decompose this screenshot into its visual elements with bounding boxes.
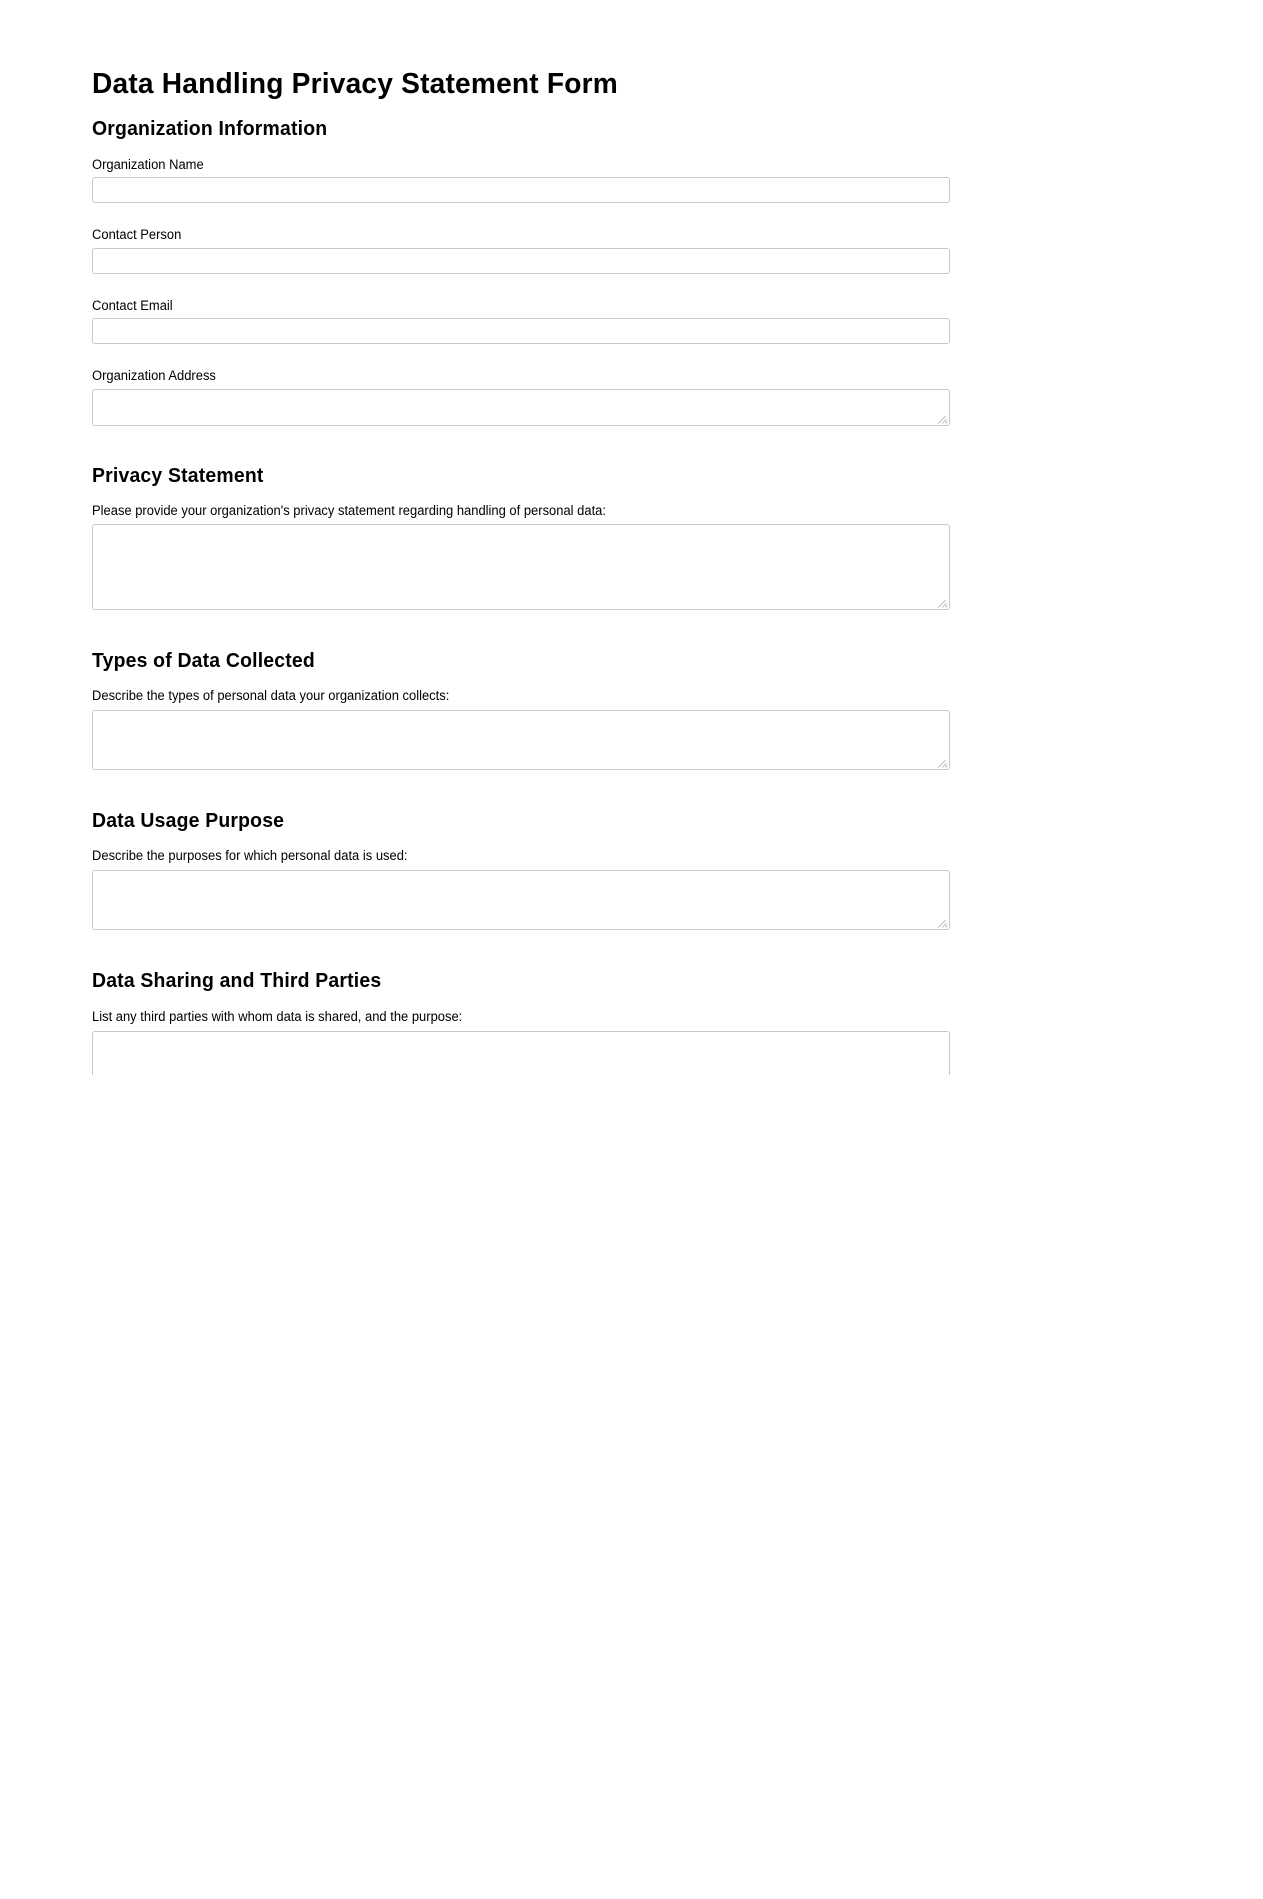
label-data-usage-text: Describe the purposes for which personal data is used: [92,848,408,863]
contact-person-input[interactable] [92,248,950,274]
organization-address-textarea[interactable] [92,389,950,426]
organization-name-input[interactable] [92,177,950,203]
label-organization-address: Organization Address [92,368,216,383]
label-organization-name: Organization Name [92,157,204,172]
label-contact-person: Contact Person [92,227,182,242]
privacy-statement-textarea[interactable] [92,524,950,610]
section-heading-data-usage-purpose: Data Usage Purpose [92,810,285,832]
label-contact-email: Contact Email [92,298,173,313]
section-heading-types-of-data-collected: Types of Data Collected [92,650,315,672]
page-title: Data Handling Privacy Statement Form [92,68,618,100]
section-heading-privacy-statement: Privacy Statement [92,465,264,487]
data-sharing-textarea[interactable] [92,1031,950,1075]
section-heading-data-sharing-third-parties: Data Sharing and Third Parties [92,970,382,992]
data-usage-textarea[interactable] [92,870,950,930]
types-of-data-textarea[interactable] [92,710,950,770]
contact-email-input[interactable] [92,318,950,344]
section-heading-organization-information: Organization Information [92,118,328,140]
label-types-of-data-text: Describe the types of personal data your organization collects: [92,688,450,703]
label-data-sharing-text: List any third parties with whom data is shared, and the purpose: [92,1009,463,1024]
label-privacy-statement-text: Please provide your organization's privacy statement regarding handling of personal data: [92,503,606,518]
